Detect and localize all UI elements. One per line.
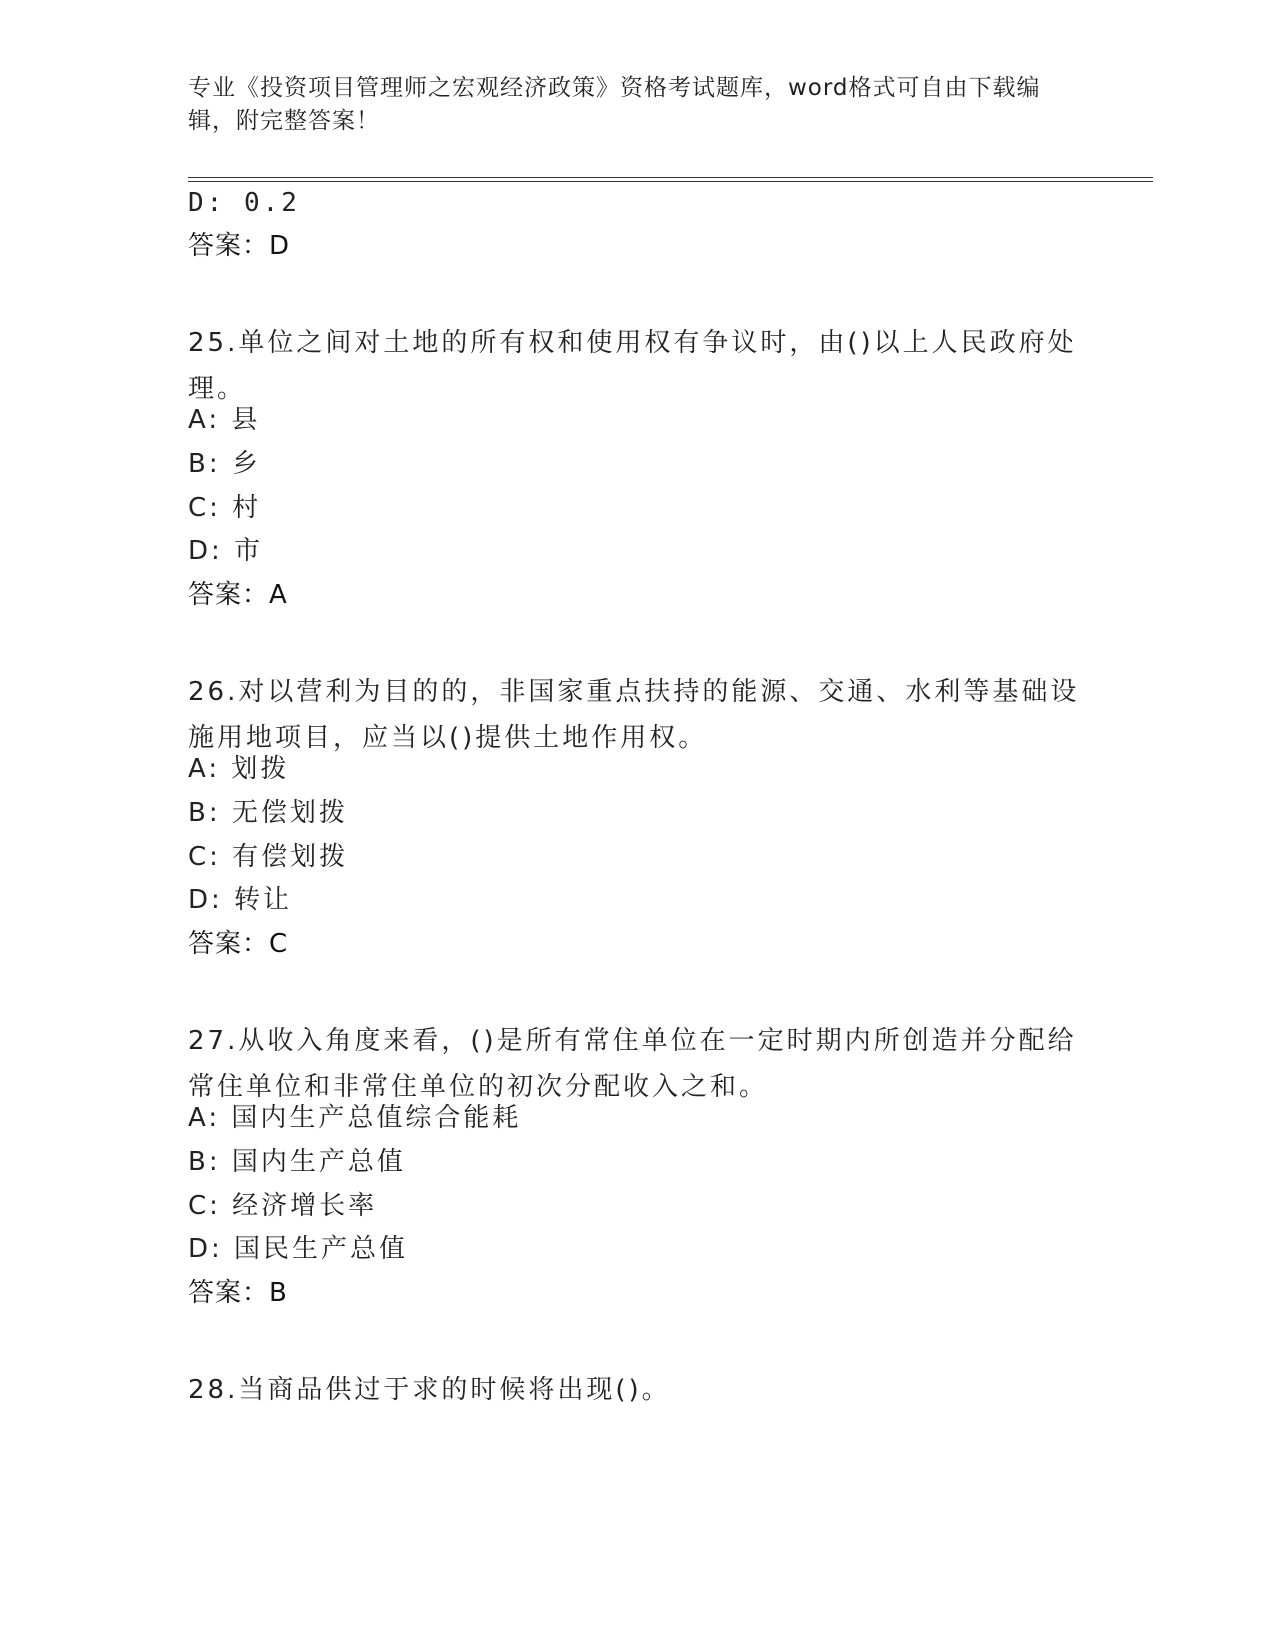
option-a: A: 划拨 bbox=[188, 754, 290, 784]
option-b: B: 国内生产总值 bbox=[188, 1147, 406, 1177]
question-27-text: 27.从收入角度来看，()是所有常住单位在一定时期内所创造并分配给常住单位和非常住单位的初次分配收入之和。 bbox=[188, 1026, 1077, 1102]
option-a: A: 县 bbox=[188, 405, 261, 435]
question-28-text: 28.当商品供过于求的时候将出现()。 bbox=[188, 1375, 671, 1405]
header-divider bbox=[188, 177, 1153, 182]
question-25-text: 25.单位之间对土地的所有权和使用权有争议时，由()以上人民政府处理。 bbox=[188, 328, 1077, 404]
answer-label: 答案：A bbox=[188, 580, 288, 610]
option-b: B: 无偿划拨 bbox=[188, 798, 348, 828]
answer-label: 答案：D bbox=[188, 231, 291, 261]
option-d: D: 市 bbox=[188, 536, 264, 566]
option-c: C: 有偿划拨 bbox=[188, 842, 349, 872]
answer-label: 答案：C bbox=[188, 929, 289, 959]
document-header: 专业《投资项目管理师之宏观经济政策》资格考试题库，word格式可自由下载编辑，附完整答案！ bbox=[188, 75, 1041, 134]
option-d: D: 0.2 bbox=[188, 188, 300, 218]
option-a: A: 国内生产总值综合能耗 bbox=[188, 1103, 522, 1133]
option-c: C: 经济增长率 bbox=[188, 1191, 378, 1221]
option-c: C: 村 bbox=[188, 493, 262, 523]
option-b: B: 乡 bbox=[188, 449, 261, 479]
option-d: D: 转让 bbox=[188, 885, 293, 915]
question-26-text: 26.对以营利为目的的，非国家重点扶持的能源、交通、水利等基础设施用地项目，应当以()提供土地作用权。 bbox=[188, 677, 1080, 753]
option-d: D: 国民生产总值 bbox=[188, 1234, 409, 1264]
answer-label: 答案：B bbox=[188, 1278, 288, 1308]
